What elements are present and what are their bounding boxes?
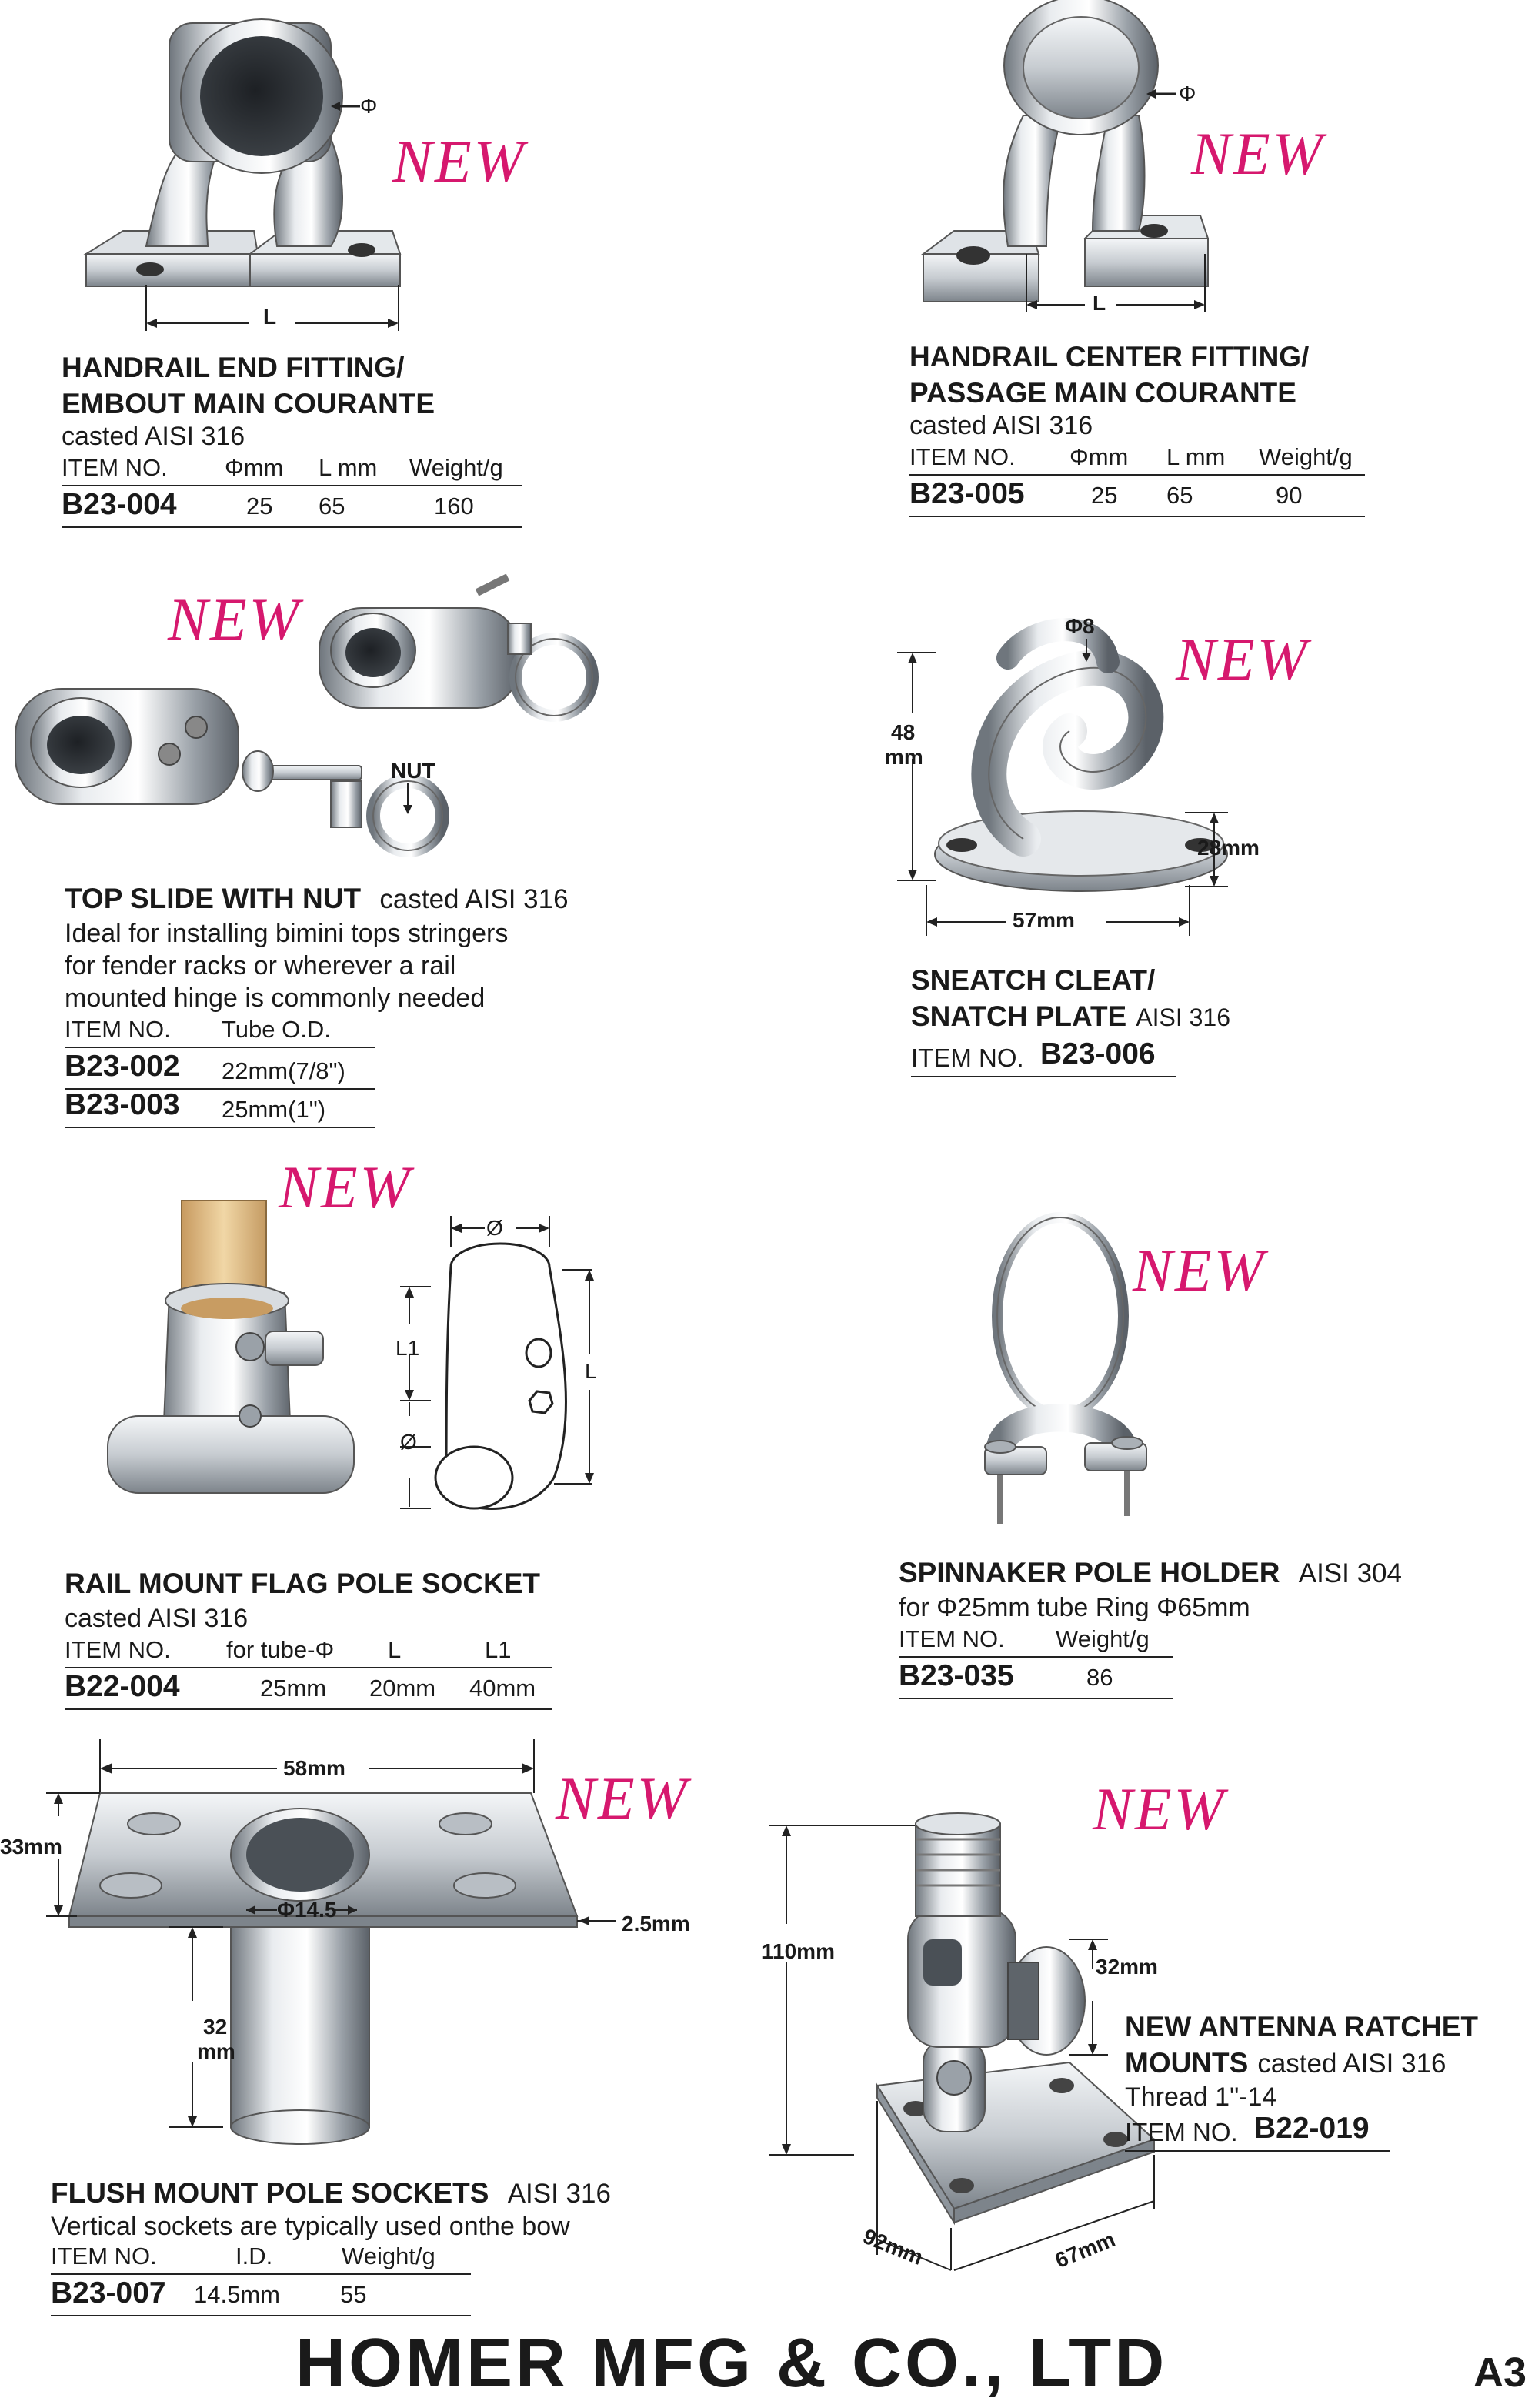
title-text: TOP SLIDE WITH NUT — [65, 883, 362, 914]
nut-label: NUT — [391, 759, 435, 783]
value-tube: 25mm — [260, 1675, 327, 1702]
header-weight: Weight/g — [409, 454, 503, 481]
header-item-no: ITEM NO. — [899, 1625, 1005, 1652]
flag-pole-socket-drawing — [400, 1216, 616, 1508]
title-line-2: EMBOUT MAIN COURANTE — [62, 388, 435, 419]
item-number: B22-019 — [1254, 2112, 1370, 2145]
spec-table-row — [62, 488, 522, 528]
header-length: L — [388, 1636, 402, 1663]
spec-table-header — [65, 1636, 552, 1668]
header-diameter: Φmm — [1069, 443, 1129, 470]
material-text: AISI 304 — [1298, 1558, 1402, 1588]
value-weight: 86 — [1086, 1664, 1113, 1691]
item-number: B23-035 — [899, 1659, 1014, 1692]
length-dimension — [1023, 254, 1208, 316]
header-tube-od: Tube O.D. — [222, 1016, 331, 1043]
item-label: ITEM NO. — [911, 1044, 1024, 1072]
item-row — [1125, 2112, 1390, 2152]
knob-label: 32mm — [1096, 1955, 1158, 1979]
header-item-no: ITEM NO. — [65, 1636, 171, 1663]
header-item-no: ITEM NO. — [51, 2243, 157, 2269]
product-title — [65, 880, 569, 917]
material-text: casted AISI 316 — [909, 411, 1093, 440]
header-l1: L1 — [485, 1636, 512, 1663]
item-number: B23-002 — [65, 1050, 180, 1083]
length-label: L — [263, 305, 277, 329]
spec-table-header — [62, 454, 522, 486]
product-title — [62, 349, 435, 422]
flag-pole-socket-photo — [108, 1201, 354, 1524]
item-number: B23-006 — [1040, 1037, 1156, 1070]
nut-arrow — [400, 783, 415, 814]
width-label: 58mm — [283, 1756, 345, 1780]
value-weight: 90 — [1276, 482, 1303, 509]
material-text: AISI 316 — [1136, 1004, 1230, 1031]
product-title — [1125, 2009, 1478, 2082]
item-number: B23-007 — [51, 2276, 166, 2309]
header-item-no: ITEM NO. — [65, 1016, 171, 1043]
length-label: L — [585, 1359, 597, 1383]
title-line-2: MOUNTS — [1125, 2047, 1249, 2079]
new-badge: NEW — [1133, 1237, 1266, 1304]
page-number: A3 — [1473, 2350, 1527, 2396]
diameter-top-label: Ø — [486, 1216, 503, 1240]
base-depth-label: 67mm — [1051, 2227, 1119, 2273]
phi-label: Φ — [360, 94, 378, 118]
title-line-2: SNATCH PLATE — [911, 1000, 1127, 1032]
tube-length-number: 32 — [203, 2015, 228, 2039]
spec-table-row — [65, 1088, 375, 1128]
item-row — [911, 1037, 1176, 1077]
header-tube: for tube-Φ — [226, 1636, 335, 1663]
length-label: L — [1093, 291, 1106, 315]
new-badge: NEW — [1093, 1775, 1226, 1842]
value-tube-od: 25mm(1") — [222, 1096, 326, 1123]
product-title — [911, 962, 1230, 1036]
title-text: FLUSH MOUNT POLE SOCKETS — [51, 2177, 489, 2209]
description-text: for Φ25mm tube Ring Φ65mm — [899, 1593, 1250, 1622]
phi-arrow — [1079, 639, 1094, 662]
value-length: 65 — [319, 493, 345, 519]
header-length: L mm — [1166, 443, 1226, 470]
spec-table-row — [65, 1670, 552, 1710]
title-text: SPINNAKER POLE HOLDER — [899, 1557, 1280, 1588]
width-label: 57mm — [1013, 908, 1075, 932]
item-number: B23-005 — [909, 477, 1025, 510]
height-label: 33mm — [0, 1835, 62, 1859]
value-diameter: 25 — [246, 493, 273, 519]
header-item-no: ITEM NO. — [62, 454, 168, 481]
item-number: B22-004 — [65, 1670, 180, 1703]
material-text: casted AISI 316 — [62, 422, 245, 451]
phi-label: Φ — [1179, 82, 1196, 105]
spec-table-header — [51, 2243, 471, 2275]
product-title — [909, 339, 1309, 411]
company-name: HOMER MFG & CO., LTD — [295, 2325, 1168, 2402]
top-slide-clamp-image — [15, 562, 616, 870]
material-text: casted AISI 316 — [65, 1604, 249, 1633]
description-text: Vertical sockets are typically used onthe bow — [51, 2212, 570, 2241]
phi-label: Φ8 — [1065, 614, 1095, 638]
antenna-mount-image — [769, 1809, 1170, 2286]
plate-label: 28mm — [1197, 836, 1260, 860]
value-weight: 55 — [340, 2281, 367, 2308]
phi-arrow — [331, 99, 362, 114]
material-text: casted AISI 316 — [1257, 2049, 1447, 2079]
header-id: I.D. — [235, 2243, 273, 2269]
l1-label: L1 — [395, 1336, 420, 1360]
material-text: AISI 316 — [507, 2179, 611, 2209]
spec-table-row — [909, 477, 1365, 517]
product-title — [51, 2175, 611, 2212]
description-line: mounted hinge is commonly needed — [65, 984, 486, 1013]
value-diameter: 25 — [1091, 482, 1118, 509]
base-width-label: 92mm — [859, 2224, 926, 2270]
flush-mount-socket-image — [46, 1739, 616, 2155]
title-line-1: HANDRAIL END FITTING/ — [62, 352, 405, 383]
value-l1: 40mm — [469, 1675, 536, 1702]
spec-table-header — [65, 1016, 375, 1048]
item-number: B23-004 — [62, 488, 177, 521]
value-length: 20mm — [369, 1675, 436, 1702]
new-badge: NEW — [1176, 626, 1310, 693]
value-id: 14.5mm — [194, 2281, 280, 2308]
tube-length-unit: mm — [197, 2039, 235, 2063]
phi-arrow — [1146, 86, 1177, 102]
header-diameter: Φmm — [225, 454, 284, 481]
description-line: for fender racks or wherever a rail — [65, 951, 456, 980]
diameter-side-label: Ø — [400, 1430, 417, 1454]
header-weight: Weight/g — [1056, 1625, 1150, 1652]
title-line-1: HANDRAIL CENTER FITTING/ — [909, 341, 1310, 372]
item-label: ITEM NO. — [1125, 2118, 1238, 2146]
hole-label: Φ14.5 — [277, 1898, 337, 1922]
new-badge: NEW — [392, 128, 526, 195]
description-line: Ideal for installing bimini tops stringers — [65, 919, 509, 948]
value-length: 65 — [1166, 482, 1193, 509]
product-title: RAIL MOUNT FLAG POLE SOCKET — [65, 1568, 541, 1599]
new-badge: NEW — [279, 1154, 412, 1221]
value-weight: 160 — [434, 493, 474, 519]
product-title — [899, 1555, 1402, 1591]
header-length: L mm — [319, 454, 378, 481]
title-line-1: NEW ANTENNA RATCHET — [1125, 2011, 1479, 2042]
new-badge: NEW — [1191, 120, 1325, 187]
spec-table-header — [899, 1625, 1173, 1658]
spec-table-row — [65, 1050, 375, 1090]
header-item-no: ITEM NO. — [909, 443, 1016, 470]
new-badge: NEW — [168, 586, 302, 653]
spec-table-header — [909, 443, 1365, 476]
header-weight: Weight/g — [1259, 443, 1353, 470]
item-number: B23-003 — [65, 1088, 180, 1121]
new-badge: NEW — [556, 1765, 689, 1832]
height-label: 110mm — [762, 1939, 835, 1963]
title-line-2: PASSAGE MAIN COURANTE — [909, 377, 1296, 409]
thread-text: Thread 1"-14 — [1125, 2082, 1277, 2112]
thickness-label: 2.5mm — [622, 1912, 690, 1935]
spec-table-row — [51, 2276, 471, 2316]
height-label-unit: mm — [885, 745, 923, 769]
material-text: casted AISI 316 — [379, 884, 569, 914]
value-tube-od: 22mm(7/8") — [222, 1057, 345, 1084]
spec-table-row — [899, 1659, 1173, 1699]
header-weight: Weight/g — [342, 2243, 435, 2269]
height-label-number: 48 — [891, 720, 916, 744]
title-line-1: SNEATCH CLEAT/ — [911, 964, 1156, 996]
